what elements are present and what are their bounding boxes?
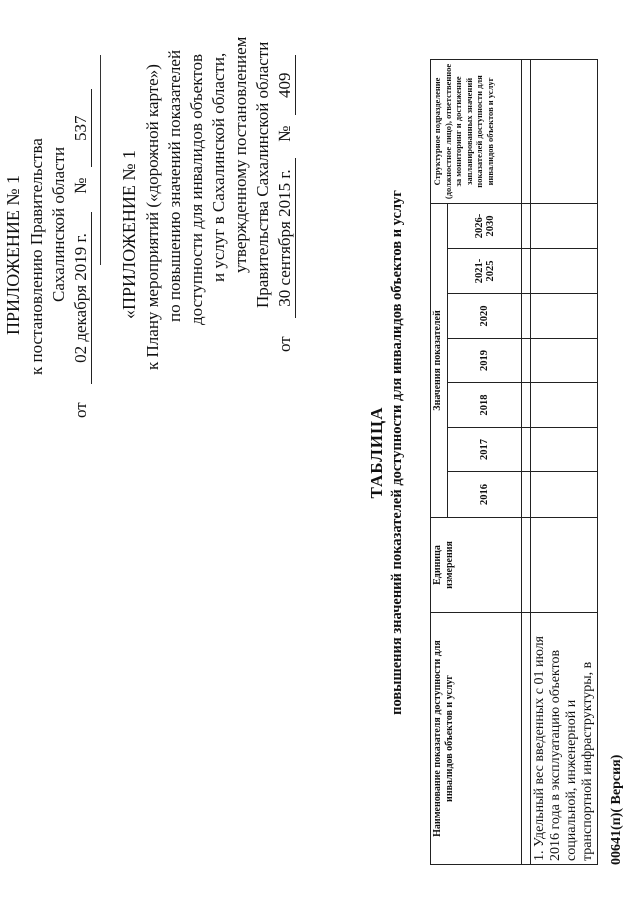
value-cell-2016: [531, 472, 598, 518]
plan-number: 409: [275, 55, 296, 115]
plan-line-1: к Плану мероприятий («дорожной карте»): [143, 64, 162, 370]
plan-line-5: утвержденному постановлением: [231, 36, 250, 273]
indicator-header: Наименование показателя доступности для инвалидов объектов и услуг: [431, 613, 522, 865]
year-2021-2025: 2021-2025: [448, 249, 522, 294]
value-cell-2019: [531, 339, 598, 383]
plan-date: 30 сентября 2015 г.: [275, 158, 296, 318]
from-label: от: [71, 402, 90, 418]
appendix-title: ПРИЛОЖЕНИЕ № 1: [3, 174, 23, 335]
document-code: 00641(п)( Версия): [609, 754, 624, 865]
table-header-row: [431, 59, 448, 864]
number-label: №: [71, 177, 90, 194]
year-2020: 2020: [448, 294, 522, 339]
value-cell-2026-2030: [531, 203, 598, 248]
value-cell-2017: [531, 428, 598, 472]
values-group-header: Значения показателей: [431, 203, 448, 517]
document-title: ТАБЛИЦА: [367, 406, 386, 499]
year-2018: 2018: [448, 383, 522, 428]
plan-date-line: [274, 55, 296, 352]
table-spacer-row: [522, 59, 531, 864]
year-2017: 2017: [448, 428, 522, 472]
header-separator: [100, 55, 101, 265]
plan-line-2: по повышению значений показателей: [165, 49, 184, 322]
value-cell-2020: [531, 294, 598, 339]
year-2016: 2016: [448, 472, 522, 518]
plan-line-6: Правительства Сахалинской области: [253, 41, 272, 308]
unit-header: Единица измерения: [431, 518, 522, 613]
indicators-table: [430, 59, 598, 865]
plan-line-3: доступности для инвалидов объектов: [187, 54, 206, 325]
document-subtitle: повышения значений показателей доступности для инвалидов объектов и услуг: [389, 190, 405, 715]
year-2026-2030: 2026-2030: [448, 203, 522, 248]
responsible-header: Структурное подразделение (должностное лицо), ответственное за мониторинг и достижение запланированных значений показателей доступности для инвалидов объектов и услуг: [431, 59, 522, 203]
table-row: [531, 59, 598, 864]
unit-cell: [531, 518, 598, 613]
appendix-date-line: [70, 89, 92, 418]
plan-number-label: №: [275, 125, 294, 142]
value-cell-2018: [531, 383, 598, 428]
quoted-appendix-title: «ПРИЛОЖЕНИЕ № 1: [119, 149, 139, 319]
decree-date: 02 декабря 2019 г.: [71, 212, 92, 384]
indicator-cell: 1. Удельный вес введенных с 01 июля 2016 года в эксплуатацию объектов социальной, инженерной и транспортной инфраструктуры, в: [531, 613, 598, 865]
decree-number: 537: [71, 89, 92, 167]
plan-from-label: от: [275, 336, 294, 352]
appendix-line-2: Сахалинской области: [49, 146, 68, 302]
responsible-cell: [531, 59, 598, 203]
year-2019: 2019: [448, 339, 522, 383]
value-cell-2021-2025: [531, 249, 598, 294]
plan-line-4: и услуг в Сахалинской области,: [209, 52, 228, 282]
appendix-line-1: к постановлению Правительства: [27, 138, 46, 375]
